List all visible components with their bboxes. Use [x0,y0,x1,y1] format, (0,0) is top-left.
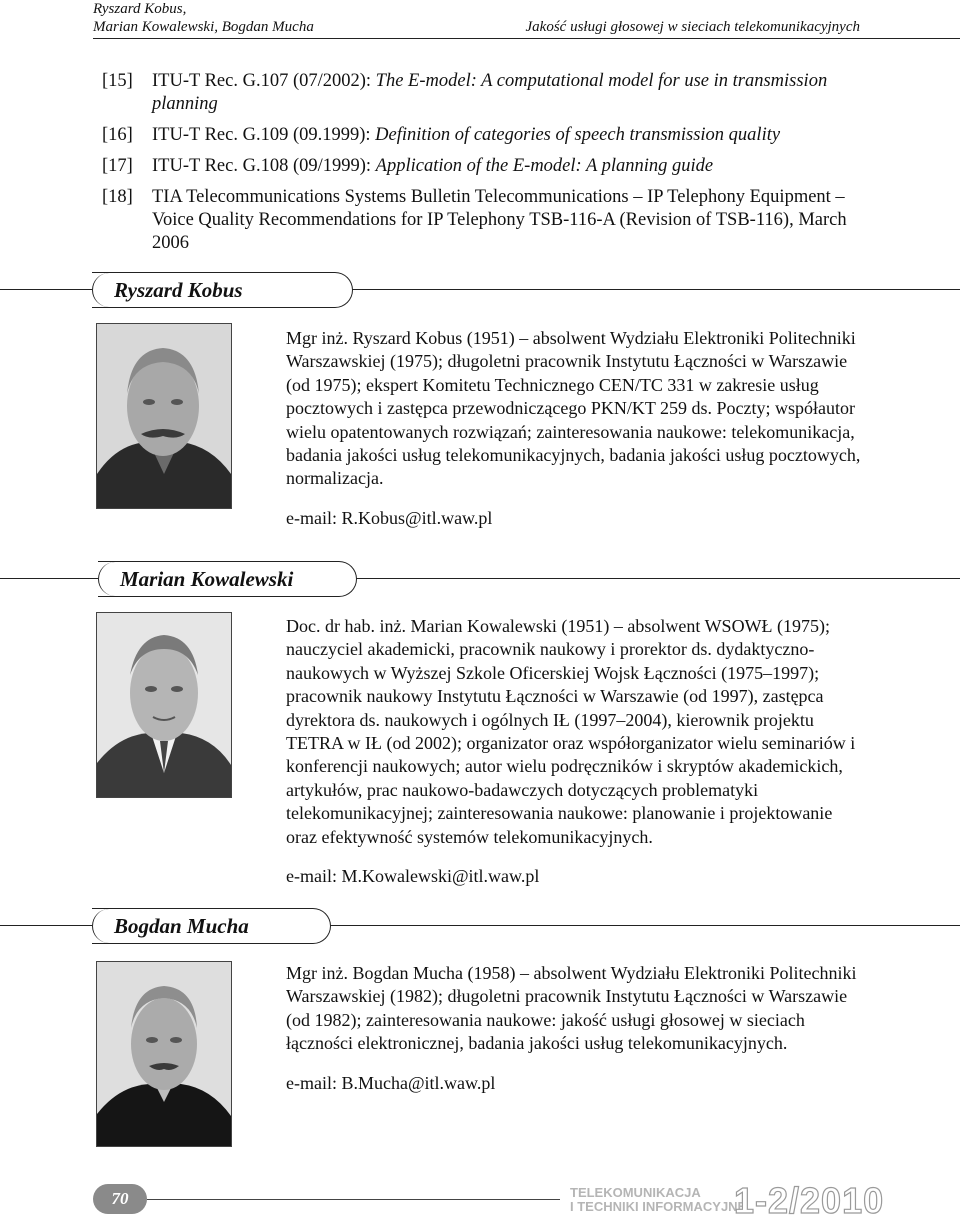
author-email: e-mail: R.Kobus@itl.waw.pl [286,507,493,528]
footer-rule [147,1199,560,1200]
journal-brand-line1: TELEKOMUNIKACJA [570,1185,701,1200]
reference-number: [18] [102,187,133,207]
author-name-tab [92,272,353,308]
author-name-tab [92,908,331,944]
portrait-image [97,962,231,1146]
journal-issue: 1-2/2010 [734,1180,885,1221]
reference-number: [17] [102,156,133,176]
reference-source: ITU-T Rec. G.107 (07/2002): [152,71,376,91]
author-bio: Mgr inż. Ryszard Kobus (1951) – absolwent Wydziału Elektroniki Politechniki Warszawskiej (1975); długoletni pracownik Instytutu Łączności w Warszawie (od 1975); ekspert Komitetu Technicznego CEN/TC 331 w zakresie usług pocztowych i zastępca przewodniczącego PKN/KT 259 ds. Poczty; współautor wielu opatentowanych rozwiązań; zainteresowania naukowe: telekomunikacja, badania jakości usług telekomunikacyjnych, badania jakości usług pocztowych, normalizacja. [286,328,861,489]
author-name-tab [98,561,357,597]
author-name: Marian Kowalewski [120,566,294,591]
author-bio-block [286,327,866,530]
reference-title: Application of the E-model: A planning guide [375,156,714,176]
author-email: e-mail: B.Mucha@itl.waw.pl [286,1072,496,1093]
reference-source: ITU-T Rec. G.109 (09.1999): [152,125,376,145]
reference-item [102,186,882,255]
author-name: Ryszard Kobus [114,277,243,302]
reference-item [102,124,882,147]
reference-source: ITU-T Rec. G.108 (09/1999): [152,156,376,176]
reference-item [102,155,882,178]
author-email: e-mail: M.Kowalewski@itl.waw.pl [286,866,540,887]
author-bio-block [286,615,866,888]
page-number-badge [93,1184,147,1214]
reference-list [102,70,882,263]
reference-source: TIA Telecommunications Systems Bulletin Telecommunications – IP Telephony Equipment – Voice Quality Recommendations for IP Telephony TSB-116-A (Revision of TSB-116), March 2006 [152,187,847,253]
reference-title: The E-model: A computational model for use in transmission planning [152,71,828,114]
running-header-authors [93,0,314,36]
running-header-title: Jakość usługi głosowej w sieciach telekomunikacyjnych [525,19,860,35]
page-number: 70 [111,1189,129,1208]
author-photo-mucha [96,961,232,1147]
reference-number: [16] [102,125,133,145]
author-bio: Mgr inż. Bogdan Mucha (1958) – absolwent Wydziału Elektroniki Politechniki Warszawskiej (1982); długoletni pracownik Instytutu Łączności w Warszawie (od 1982); zainteresowania naukowe: jakość usługi głosowej w sieciach łączności elektronicznej, badania jakości usług telekomunikacyjnych. [286,963,857,1054]
portrait-image [97,324,231,508]
author-bio-block [286,962,866,1095]
journal-brand-line2: I TECHNIKI INFORMACYJNE [570,1199,747,1214]
reference-number: [15] [102,71,133,91]
author-name: Bogdan Mucha [114,913,249,938]
author-bio: Doc. dr hab. inż. Marian Kowalewski (1951) – absolwent WSOWŁ (1975); nauczyciel akademicki, pracownik naukowy i prorektor ds. dydaktyczno-naukowych w Wyższej Szkole Oficerskiej Wojsk Łączności (1975–1997); pracownik naukowy Instytutu Łączności w Warszawie (od 1997), zastępca dyrektora ds. naukowych i ogólnych IŁ (1997–2004), kierownik projektu TETRA w IŁ (od 2002); organizator oraz współorganizator wielu seminariów i konferencji naukowych; autor wielu podręczników i skryptów akademickich, artykułów, prac naukowo-badawczych dotyczących problematyki telekomunikacyjnej; zainteresowania naukowe: planowanie i projektowanie oraz efektywność systemów telekomunikacyjnych. [286,616,856,847]
header-authors-line2: Marian Kowalewski, Bogdan Mucha [93,19,314,35]
reference-item [102,70,882,116]
author-photo-kobus [96,323,232,509]
header-authors-line1: Ryszard Kobus, [93,1,187,17]
reference-title: Definition of categories of speech transmission quality [375,125,781,145]
journal-brand [570,1186,746,1214]
portrait-image [97,613,231,797]
author-photo-kowalewski [96,612,232,798]
header-rule [93,38,960,39]
